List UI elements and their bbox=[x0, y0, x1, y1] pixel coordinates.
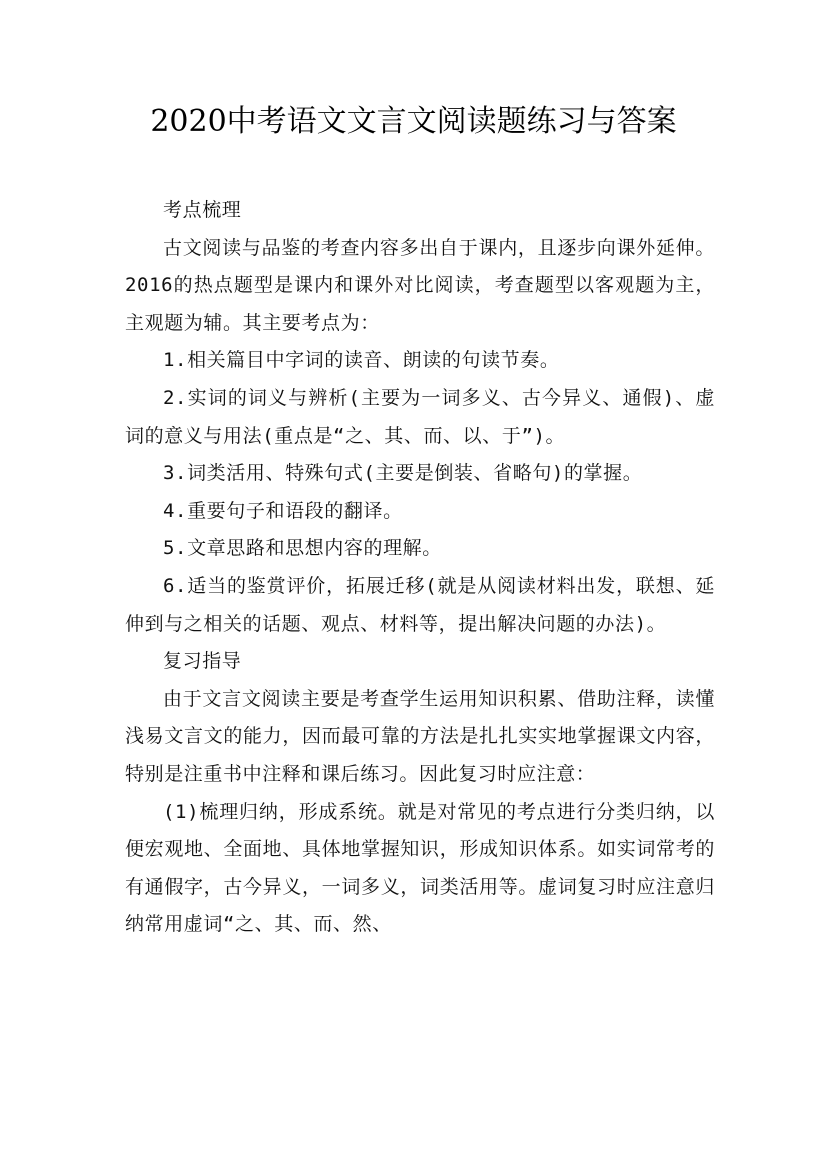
exam-point-4: 4.重要句子和语段的翻译。 bbox=[163, 499, 403, 522]
section-heading-exam-points: 考点梳理 bbox=[163, 199, 242, 221]
exam-point-2: 2.实词的词义与辨析(主要为一词多义、古今异义、通假)、虚词的意义与用法(重点是“之、其、而、以、于”)。 bbox=[125, 386, 715, 447]
exam-point-6: 6.适当的鉴赏评价，拓展迁移(就是从阅读材料出发，联想、延伸到与之相关的话题、观点、材料等，提出解决问题的办法)。 bbox=[125, 574, 715, 635]
exam-point-5: 5.文章思路和思想内容的理解。 bbox=[163, 537, 442, 560]
document-body bbox=[125, 192, 715, 944]
section-heading-review-guide: 复习指导 bbox=[163, 650, 242, 673]
paragraph-review-point-1: (1)梳理归纳，形成系统。就是对常见的考点进行分类归纳，以便宏观地、全面地、具体地掌握知识，形成知识体系。如实词常考的有通假字，古今异义，一词多义，词类活用等。虚词复习时应注意归纳常用虚词“之、其、而、然、 bbox=[125, 800, 715, 936]
document-title: 2020中考语文文言文阅读题练习与答案 bbox=[150, 104, 677, 139]
exam-point-1: 1.相关篇目中字词的读音、朗读的句读节奏。 bbox=[163, 349, 560, 372]
paragraph-review-intro: 由于文言文阅读主要是考查学生运用知识积累、借助注释，读懂浅易文言文的能力，因而最可靠的方法是扎扎实实地掌握课文内容，特别是注重书中注释和课后练习。因此复习时应注意： bbox=[125, 687, 715, 785]
paragraph-intro: 古文阅读与品鉴的考查内容多出自于课内，且逐步向课外延伸。2016的热点题型是课内和课外对比阅读，考查题型以客观题为主，主观题为辅。其主要考点为： bbox=[125, 236, 715, 334]
exam-point-3: 3.词类活用、特殊句式(主要是倒装、省略句)的掌握。 bbox=[163, 462, 643, 485]
